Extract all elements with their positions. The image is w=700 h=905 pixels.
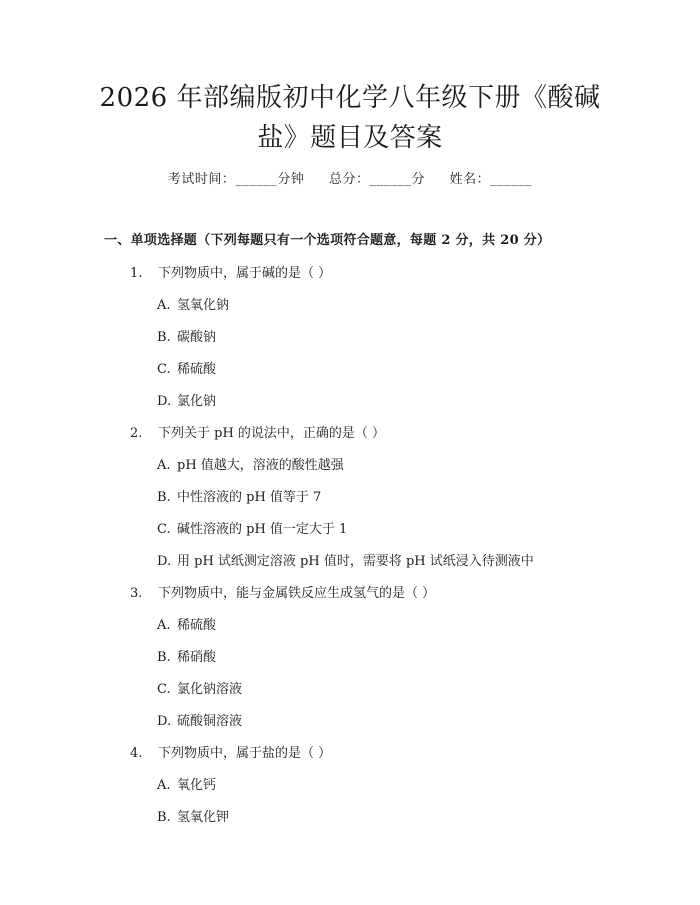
option: [157, 518, 347, 537]
option-text: 碳酸钠: [177, 330, 217, 345]
option-text: 硫酸铜溶液: [177, 714, 243, 729]
title-line-1: 2026 年部编版初中化学八年级下册《酸碱: [99, 83, 601, 113]
option: [157, 390, 216, 409]
option-text: 中性溶液的 pH 值等于 7: [177, 490, 322, 505]
question: [130, 582, 435, 601]
option-text: 稀硫酸: [177, 618, 217, 633]
option-letter: A.: [157, 618, 171, 633]
question-text: 下列物质中，属于碱的是（ ）: [158, 266, 332, 281]
option: [157, 486, 321, 505]
option-letter: A.: [157, 298, 171, 313]
option-text: pH 值越大，溶液的酸性越强: [177, 458, 344, 473]
option-letter: C.: [157, 522, 171, 537]
total-score-field: 总分：______分: [328, 172, 425, 187]
option: [157, 358, 216, 377]
option: [157, 646, 216, 665]
option-letter: C.: [157, 682, 171, 697]
question: [130, 262, 331, 281]
option: [157, 806, 229, 825]
option: [157, 774, 216, 793]
question: [130, 422, 385, 441]
option: [157, 550, 534, 569]
option-letter: D.: [157, 394, 172, 409]
option-text: 稀硫酸: [177, 362, 217, 377]
option: [157, 678, 242, 697]
question-number: 3.: [130, 586, 143, 601]
question: [130, 742, 331, 761]
student-name-field: 姓名：______: [449, 172, 533, 187]
question-number: 4.: [130, 746, 143, 761]
title-line-2: 盐》题目及答案: [257, 123, 443, 153]
option: [157, 326, 216, 345]
option-text: 氯化钠: [177, 394, 217, 409]
exam-meta: [0, 168, 700, 187]
option-text: 氧化钙: [177, 778, 217, 793]
option-text: 稀硝酸: [177, 650, 217, 665]
option-letter: B.: [157, 330, 171, 345]
section-heading-single-choice: 一、单项选择题（下列每题只有一个选项符合题意，每题 2 分，共 20 分）: [104, 233, 551, 248]
question-text: 下列关于 pH 的说法中，正确的是（ ）: [158, 426, 386, 441]
option: [157, 614, 216, 633]
option-text: 氯化钠溶液: [177, 682, 243, 697]
question-text: 下列物质中，能与金属铁反应生成氢气的是（ ）: [158, 586, 436, 601]
option-letter: D.: [157, 714, 172, 729]
option: [157, 294, 229, 313]
option-text: 氢氧化钾: [177, 810, 230, 825]
option-text: 用 pH 试纸测定溶液 pH 值时，需要将 pH 试纸浸入待测液中: [177, 554, 534, 569]
option-letter: B.: [157, 650, 171, 665]
option-letter: A.: [157, 778, 171, 793]
option: [157, 454, 344, 473]
option-letter: B.: [157, 490, 171, 505]
document-title: [90, 78, 610, 158]
option-text: 碱性溶液的 pH 值一定大于 1: [177, 522, 348, 537]
question-text: 下列物质中，属于盐的是（ ）: [158, 746, 332, 761]
option-letter: C.: [157, 362, 171, 377]
option-letter: A.: [157, 458, 171, 473]
exam-time-field: 考试时间：______分钟: [167, 172, 305, 187]
option-text: 氢氧化钠: [177, 298, 230, 313]
option: [157, 710, 242, 729]
option-letter: B.: [157, 810, 171, 825]
question-number: 1.: [130, 266, 143, 281]
option-letter: D.: [157, 554, 172, 569]
question-number: 2.: [130, 426, 143, 441]
